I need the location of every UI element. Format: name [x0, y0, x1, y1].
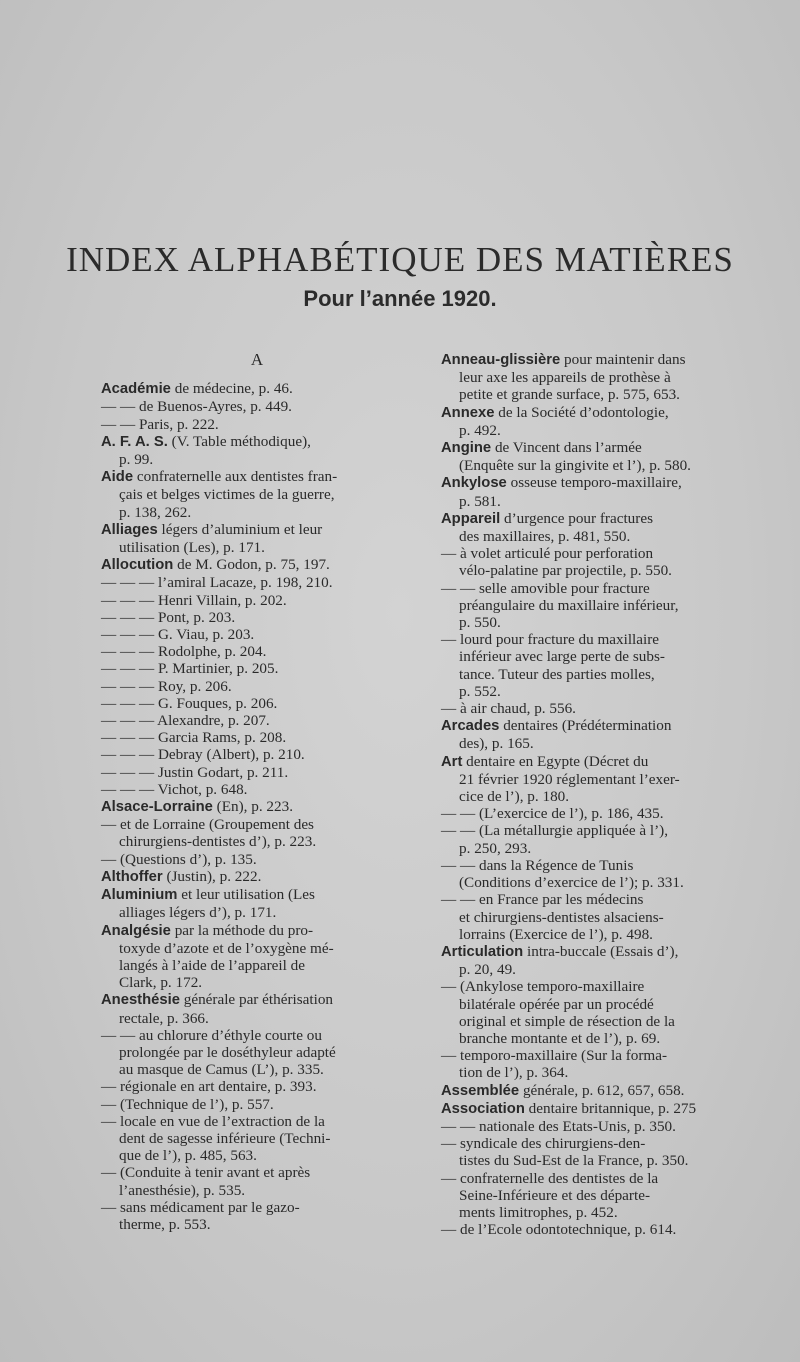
index-entry-line — [101, 1216, 413, 1233]
index-entry-text: p. 552. — [459, 682, 501, 700]
index-entry-text: — (Ankylose temporo-maxillaire — [441, 978, 645, 996]
index-entry-text: rectale, p. 366. — [119, 1009, 209, 1027]
index-entry — [101, 1078, 413, 1095]
index-entry — [101, 1164, 413, 1198]
index-entry-text: préangulaire du maxillaire inférieur, — [459, 596, 679, 614]
index-entry — [101, 712, 413, 729]
index-entry-line — [101, 1096, 413, 1113]
index-entry-text: original et simple de résection de la — [459, 1012, 675, 1030]
index-entry — [441, 1135, 753, 1169]
page-title: INDEX ALPHABÉTIQUE DES MATIÈRES — [66, 240, 734, 279]
index-entry-text: alliages légers d’), p. 171. — [119, 904, 277, 922]
index-entry — [101, 764, 413, 781]
index-entry-headword: Anneau-glissière — [441, 352, 561, 368]
index-entry-text: dentaire britannique, p. 275 — [524, 1099, 697, 1117]
index-entry — [101, 1027, 413, 1079]
index-entry-line — [101, 833, 413, 850]
index-entry-text: — (Technique de l’), p. 557. — [101, 1095, 274, 1113]
index-entry — [441, 1100, 753, 1118]
index-entry — [101, 521, 413, 556]
section-letter: A — [250, 350, 264, 369]
index-entry-text: des), p. 165. — [459, 735, 534, 753]
index-entry-line — [101, 974, 413, 991]
index-entry — [101, 886, 413, 921]
index-entry-text: — régionale en art dentaire, p. 393. — [101, 1078, 317, 1096]
index-entry-line — [101, 451, 413, 468]
index-entry — [101, 609, 413, 626]
index-entry-headword: Association — [441, 1100, 525, 1117]
index-entry-headword: A. F. A. S. — [101, 433, 168, 450]
index-entry-headword: Assemblée — [441, 1082, 520, 1099]
index-entry-line — [441, 422, 753, 439]
index-entry-line — [441, 978, 753, 995]
index-entry — [101, 556, 413, 574]
index-entry-line — [101, 729, 413, 746]
index-entry-text: — — — Henri Villain, p. 202. — [101, 591, 287, 609]
index-entry-line — [441, 457, 753, 474]
index-entry-line — [101, 1147, 413, 1164]
index-entry — [441, 1082, 753, 1100]
index-entry-line — [441, 961, 753, 978]
index-entry-line — [441, 1170, 753, 1187]
index-entry-text: p. 138, 262. — [119, 503, 192, 521]
index-entry-line — [101, 504, 413, 521]
index-entry — [441, 943, 753, 978]
index-entry — [441, 580, 753, 632]
index-entry — [101, 1096, 413, 1113]
index-entry-text: (Conditions d’exercice de l’); p. 331. — [459, 874, 684, 892]
index-entry-line — [101, 486, 413, 503]
index-entry — [441, 1047, 753, 1081]
index-entry-text: p. 550. — [459, 614, 501, 632]
index-entry-line — [441, 717, 753, 735]
left-entries — [101, 380, 413, 1233]
index-entry-text: de M. Godon, p. 75, 197. — [173, 556, 330, 574]
index-entry — [441, 717, 753, 752]
index-entry-line — [101, 539, 413, 556]
index-entry-line — [441, 439, 753, 457]
index-entry — [441, 439, 753, 474]
index-entry-line — [441, 528, 753, 545]
index-entry-line — [441, 891, 753, 908]
index-entry-line — [101, 695, 413, 712]
index-entry — [101, 1199, 413, 1233]
index-entry-line — [441, 926, 753, 943]
index-entry-line — [101, 1010, 413, 1027]
index-entry-text: — — — Rodolphe, p. 204. — [101, 643, 267, 661]
index-entry-line — [441, 996, 753, 1013]
index-entry-headword: Anesthésie — [101, 992, 180, 1009]
index-entry-line — [101, 678, 413, 695]
index-entry-headword: Angine — [441, 440, 492, 457]
index-entry-line — [101, 398, 413, 415]
index-entry — [101, 729, 413, 746]
index-entry-line — [441, 666, 753, 683]
index-entry-text: — — — Garcia Rams, p. 208. — [101, 729, 287, 747]
index-entry-text: de la Société d’odontologie, — [494, 403, 669, 421]
index-entry-text: — (Conduite à tenir avant et après — [101, 1164, 311, 1182]
index-entry-line — [441, 631, 753, 648]
index-entry-line — [441, 1064, 753, 1081]
index-entry-text: dentaires (Prédétermination — [499, 717, 672, 735]
index-entry-line — [441, 700, 753, 717]
index-entry-text: dentaire en Egypte (Décret du — [462, 752, 649, 770]
index-entry — [101, 816, 413, 850]
index-entry — [101, 416, 413, 433]
index-entry-headword: Althoffer — [101, 868, 163, 885]
index-entry-text: de Vincent dans l’armée — [491, 439, 642, 457]
index-entry-text: — temporo-maxillaire (Sur la forma- — [441, 1047, 668, 1065]
index-entry-line — [441, 597, 753, 614]
index-entry-line — [101, 521, 413, 539]
index-entry-line — [101, 609, 413, 626]
index-entry-text: Clark, p. 172. — [119, 974, 203, 992]
index-entry-line — [101, 660, 413, 677]
index-entry-text: ments limitrophes, p. 452. — [459, 1203, 618, 1221]
index-entry-text: chirurgiens-dentistes d’), p. 223. — [119, 833, 317, 851]
index-entry-line — [441, 683, 753, 700]
index-entry-text: — à volet articulé pour perforation — [441, 545, 654, 563]
index-entry-line — [441, 648, 753, 665]
index-entry-line — [441, 562, 753, 579]
index-entry — [101, 380, 413, 398]
index-entry-headword: Aluminium — [101, 887, 178, 904]
index-entry-headword: Appareil — [441, 510, 501, 527]
index-entry-text: osseuse temporo-maxillaire, — [506, 474, 682, 492]
index-entry-line — [441, 1118, 753, 1135]
index-entry-line — [441, 1047, 753, 1064]
index-entry — [441, 1170, 753, 1222]
index-entry-headword: Alsace-Lorraine — [101, 799, 213, 816]
index-entry-text: — et de Lorraine (Groupement des — [101, 816, 314, 834]
index-entry-text: langés à l’aide de l’appareil de — [119, 956, 305, 974]
index-entry-line — [101, 940, 413, 957]
index-entry-text: — syndicale des chirurgiens-den- — [441, 1135, 646, 1153]
index-entry-text: — — — G. Viau, p. 203. — [101, 626, 255, 644]
index-entry-line — [101, 957, 413, 974]
index-entry-text: — — nationale des Etats-Unis, p. 350. — [441, 1117, 676, 1135]
index-entry-text: de médecine, p. 46. — [170, 380, 293, 398]
index-entry — [441, 1118, 753, 1135]
index-entry-line — [101, 764, 413, 781]
index-entry — [441, 805, 753, 822]
index-entry — [101, 851, 413, 868]
index-entry-text: — — selle amovible pour fracture — [441, 579, 650, 597]
index-entry-text: p. 99. — [119, 451, 154, 469]
right-entries — [441, 351, 753, 1238]
index-entry-line — [101, 574, 413, 591]
index-entry-line — [441, 1135, 753, 1152]
index-entry — [441, 631, 753, 700]
index-entry-text: dent de sagesse inférieure (Techni- — [119, 1129, 331, 1147]
index-entry-line — [101, 1027, 413, 1044]
index-entry-text: Seine-Inférieure et des départe- — [459, 1186, 651, 1204]
index-entry — [101, 798, 413, 816]
index-entry-line — [441, 493, 753, 510]
index-entry-headword: Analgésie — [101, 922, 171, 939]
index-entry-line — [101, 433, 413, 451]
index-entry-line — [441, 351, 753, 369]
index-entry-text: therme, p. 553. — [119, 1215, 211, 1233]
index-entry — [101, 678, 413, 695]
index-entry-text: p. 492. — [459, 421, 501, 439]
index-entry-line — [441, 874, 753, 891]
index-entry-text: — — (L’exercice de l’), p. 186, 435. — [441, 805, 664, 823]
index-entry-line — [441, 788, 753, 805]
index-entry-text: par la méthode du pro- — [170, 921, 314, 939]
index-entry — [101, 643, 413, 660]
index-entry-text: 21 février 1920 réglementant l’exer- — [459, 770, 680, 788]
left-column — [101, 351, 413, 1233]
index-entry-line — [441, 386, 753, 403]
index-entry-headword: Articulation — [441, 943, 524, 960]
index-entry-text: — confraternelle des dentistes de la — [441, 1169, 659, 1187]
index-entry-text: — — (La métallurgie appliquée à l’), — [441, 822, 669, 840]
index-entry — [441, 545, 753, 579]
index-entry-text: — — — Debray (Albert), p. 210. — [101, 746, 305, 764]
index-entry — [441, 700, 753, 717]
index-entry — [101, 781, 413, 798]
index-entry-line — [101, 592, 413, 609]
index-entry-text: bilatérale opérée par un procédé — [459, 995, 654, 1013]
index-entry-text: branche montante et de l’), p. 69. — [459, 1029, 661, 1047]
index-entry-line — [101, 712, 413, 729]
index-entry-text: çais et belges victimes de la guerre, — [119, 486, 335, 504]
index-entry — [101, 868, 413, 886]
index-entry-text: — — — Vichot, p. 648. — [101, 780, 248, 798]
index-entry-line — [101, 1078, 413, 1095]
index-entry-text: — sans médicament par le gazo- — [101, 1198, 300, 1216]
index-entry-text: tion de l’), p. 364. — [459, 1064, 569, 1082]
index-entry-text: — — — Roy, p. 206. — [101, 677, 232, 695]
index-entry-line — [101, 798, 413, 816]
index-entry-text: — (Questions d’), p. 135. — [101, 850, 257, 868]
index-entry-text: — — en France par les médecins — [441, 891, 644, 909]
index-entry-text: p. 581. — [459, 492, 501, 510]
index-entry-text: pour maintenir dans — [560, 351, 686, 368]
index-entry-text: — — au chlorure d’éthyle courte ou — [101, 1026, 322, 1044]
index-entry-line — [441, 943, 753, 961]
index-entry-line — [101, 746, 413, 763]
index-entry-text: — — — P. Martinier, p. 205. — [101, 660, 279, 678]
index-entry-line — [441, 1030, 753, 1047]
index-entry — [101, 660, 413, 677]
index-entry-text: l’anesthésie), p. 535. — [119, 1181, 246, 1199]
index-entry-text: (V. Table méthodique), — [167, 432, 311, 450]
index-entry-headword: Annexe — [441, 404, 495, 421]
index-entry-text: confraternelle aux dentistes fran- — [133, 468, 338, 486]
index-entry — [101, 468, 413, 521]
index-entry-text: tistes du Sud-Est de la France, p. 350. — [459, 1152, 689, 1170]
index-entry-text: cice de l’), p. 180. — [459, 788, 570, 806]
index-entry-text: (En), p. 223. — [212, 798, 293, 816]
index-entry-text: toxyde d’azote et de l’oxygène mé- — [119, 939, 334, 957]
index-entry-line — [101, 886, 413, 904]
index-entry-text: p. 20, 49. — [459, 961, 516, 979]
index-entry-line — [101, 556, 413, 574]
index-entry-line — [441, 805, 753, 822]
index-entry-line — [101, 1199, 413, 1216]
index-entry-line — [101, 1113, 413, 1130]
index-entry-line — [101, 643, 413, 660]
index-entry — [101, 398, 413, 415]
index-entry-text: — lourd pour fracture du maxillaire — [441, 631, 660, 649]
index-entry-text: que de l’), p. 485, 563. — [119, 1147, 257, 1165]
index-entry — [101, 695, 413, 712]
index-entry-line — [441, 580, 753, 597]
index-entry-line — [101, 1061, 413, 1078]
index-entry-line — [101, 468, 413, 486]
index-entry-text: — — — G. Fouques, p. 206. — [101, 694, 278, 712]
index-entry-text: d’urgence pour fractures — [500, 509, 653, 527]
index-entry-text: légers d’aluminium et leur — [157, 520, 323, 538]
index-entry-line — [441, 1204, 753, 1221]
index-entry-line — [101, 868, 413, 886]
index-entry — [441, 474, 753, 509]
index-entry-text: tance. Tuteur des parties molles, — [459, 665, 655, 683]
index-entry-line — [101, 380, 413, 398]
index-entry — [441, 891, 753, 943]
index-entry — [441, 857, 753, 891]
index-entry — [101, 626, 413, 643]
index-entry — [101, 433, 413, 468]
index-entry-line — [101, 626, 413, 643]
index-entry — [441, 1221, 753, 1238]
index-entry-text: petite et grande surface, p. 575, 653. — [459, 386, 680, 404]
index-entry-headword: Aide — [101, 469, 134, 486]
index-entry — [441, 822, 753, 856]
index-entry-headword: Allocution — [101, 557, 174, 574]
index-entry-text: — — — Pont, p. 203. — [101, 608, 236, 626]
index-entry-line — [101, 1182, 413, 1199]
index-entry-line — [441, 404, 753, 422]
index-entry-line — [441, 1082, 753, 1100]
index-entry-text: — à air chaud, p. 556. — [441, 700, 576, 718]
index-entry-text: prolongée par le doséthyleur adapté — [119, 1043, 336, 1061]
index-entry-line — [441, 857, 753, 874]
index-entry-text: — — — Justin Godart, p. 211. — [101, 763, 289, 781]
right-column — [441, 351, 753, 1238]
index-entry-text: — de l’Ecole odontotechnique, p. 614. — [441, 1221, 677, 1239]
index-entry-text: et chirurgiens-dentistes alsaciens- — [459, 908, 664, 926]
index-entry-line — [441, 771, 753, 788]
index-entry-text: au masque de Camus (L’), p. 335. — [119, 1061, 324, 1079]
index-entry-headword: Art — [441, 753, 463, 770]
page-subtitle: Pour l’année 1920. — [303, 286, 497, 311]
index-entry — [101, 922, 413, 992]
index-entry-text: générale, p. 612, 657, 658. — [519, 1081, 685, 1099]
index-entry-headword: Ankylose — [441, 475, 507, 492]
index-entry — [101, 746, 413, 763]
index-entry-headword: Alliages — [101, 521, 158, 538]
index-entry-line — [441, 1100, 753, 1118]
index-entry-line — [441, 1152, 753, 1169]
index-entry — [101, 1113, 413, 1165]
index-entry — [101, 991, 413, 1026]
index-entry-text: — — — Alexandre, p. 207. — [101, 712, 270, 730]
index-entry-text: générale par éthérisation — [179, 991, 334, 1009]
index-entry-line — [101, 1044, 413, 1061]
index-entry-text: — — de Buenos-Ayres, p. 449. — [101, 398, 292, 416]
index-entry-text: — — Paris, p. 222. — [101, 415, 219, 433]
index-entry-text: vélo-palatine par projectile, p. 550. — [459, 562, 672, 580]
index-entry-text: et leur utilisation (Les — [177, 886, 315, 904]
index-entry-line — [441, 474, 753, 492]
index-entry-headword: Arcades — [441, 718, 500, 735]
index-entry-text: des maxillaires, p. 481, 550. — [459, 528, 631, 546]
index-entry-text: utilisation (Les), p. 171. — [119, 539, 265, 557]
index-entry-line — [101, 416, 413, 433]
index-entry-line — [441, 840, 753, 857]
index-entry — [441, 404, 753, 439]
index-entry-line — [441, 822, 753, 839]
index-entry-line — [441, 909, 753, 926]
index-entry-line — [441, 369, 753, 386]
index-entry-line — [441, 753, 753, 771]
index-entry-text: — locale en vue de l’extraction de la — [101, 1112, 325, 1130]
index-entry-text: inférieur avec large perte de subs- — [459, 648, 665, 666]
index-entry-line — [101, 1164, 413, 1181]
index-entry-line — [101, 781, 413, 798]
index-entry — [441, 351, 753, 404]
index-entry-line — [101, 922, 413, 940]
index-entry-text: — — dans la Régence de Tunis — [441, 856, 634, 874]
index-entry-text: p. 250, 293. — [459, 839, 532, 857]
index-entry-text: intra-buccale (Essais d’), — [523, 942, 679, 960]
index-entry — [101, 592, 413, 609]
index-entry-line — [441, 1013, 753, 1030]
index-entry-text: (Enquête sur la gingivite et l’), p. 580. — [459, 457, 691, 475]
index-entry-line — [101, 991, 413, 1009]
index-entry-line — [441, 1221, 753, 1238]
index-entry — [101, 574, 413, 591]
index-entry — [441, 753, 753, 806]
index-entry-text: lorrains (Exercice de l’), p. 498. — [459, 925, 653, 943]
index-entry-line — [441, 545, 753, 562]
index-entry-line — [441, 1187, 753, 1204]
index-entry — [441, 510, 753, 545]
index-entry-text: — — — l’amiral Lacaze, p. 198, 210. — [101, 574, 333, 592]
index-entry-line — [101, 816, 413, 833]
index-entry-line — [441, 614, 753, 631]
index-entry-line — [101, 1130, 413, 1147]
index-entry-line — [101, 851, 413, 868]
index-entry-text: (Justin), p. 222. — [162, 867, 262, 885]
index-entry — [441, 978, 753, 1047]
index-entry-line — [101, 904, 413, 921]
index-entry-text: leur axe les appareils de prothèse à — [459, 369, 671, 387]
index-entry-headword: Académie — [101, 381, 171, 398]
index-entry-line — [441, 510, 753, 528]
index-entry-line — [441, 735, 753, 752]
